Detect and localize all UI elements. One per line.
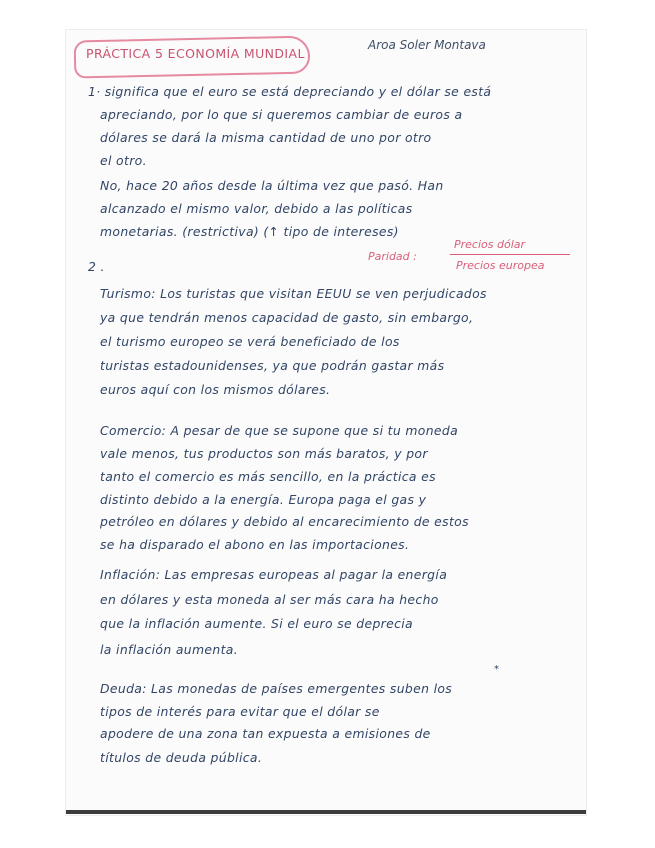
page-bottom-edge [66, 810, 586, 814]
formula-numerator: Precios dólar [454, 238, 526, 251]
text-line: 1· significa que el euro se está depreciando y el dólar se está [88, 84, 492, 99]
page-title: PRÁCTICA 5 ECONOMÍA MUNDIAL [86, 46, 305, 61]
text-line: distinto debido a la energía. Europa paga el gas y [100, 492, 427, 507]
text-line: Turismo: Los turistas que visitan EEUU se ven perjudicados [100, 286, 487, 301]
margin-mark: * [494, 664, 499, 675]
text-line: se ha disparado el abono en las importaciones. [100, 537, 410, 552]
text-line: vale menos, tus productos son más baratos, y por [100, 446, 428, 461]
text-line: apodere de una zona tan expuesta a emisiones de [100, 726, 431, 741]
text-line: tanto el comercio es más sencillo, en la práctica es [100, 469, 436, 484]
text-line: Comercio: A pesar de que se supone que si tu moneda [100, 423, 459, 438]
text-line: turistas estadounidenses, ya que podrán gastar más [100, 358, 445, 373]
text-line: el turismo europeo se verá beneficiado de los [100, 334, 400, 349]
parity-formula [368, 238, 588, 278]
text-line: apreciando, por lo que si queremos cambiar de euros a [100, 107, 463, 122]
text-line: dólares se dará la misma cantidad de uno por otro [100, 130, 432, 145]
text-line: Inflación: Las empresas europeas al pagar la energía [100, 567, 448, 582]
text-line: en dólares y esta moneda al ser más cara ha hecho [100, 592, 439, 607]
text-line: No, hace 20 años desde la última vez que pasó. Han [100, 178, 444, 193]
text-line: ya que tendrán menos capacidad de gasto, sin embargo, [100, 310, 474, 325]
text-line: monetarias. (restrictiva) (↑ tipo de intereses) [100, 224, 399, 239]
formula-label: Paridad : [368, 250, 417, 263]
fraction-bar [450, 254, 570, 255]
text-line: títulos de deuda pública. [100, 750, 263, 765]
text-line: tipos de interés para evitar que el dólar se [100, 704, 380, 719]
text-line: petróleo en dólares y debido al encarecimiento de estos [100, 514, 469, 529]
section-number: 2 . [88, 259, 105, 274]
text-line: alcanzado el mismo valor, debido a las políticas [100, 201, 413, 216]
text-line: el otro. [100, 153, 147, 168]
text-line: que la inflación aumente. Si el euro se deprecia [100, 616, 414, 631]
text-line: Deuda: Las monedas de países emergentes suben los [100, 681, 453, 696]
text-line: euros aquí con los mismos dólares. [100, 382, 331, 397]
formula-denominator: Precios europea [456, 259, 545, 272]
text-line: la inflación aumenta. [100, 642, 239, 657]
author-name: Aroa Soler Montava [368, 38, 486, 52]
